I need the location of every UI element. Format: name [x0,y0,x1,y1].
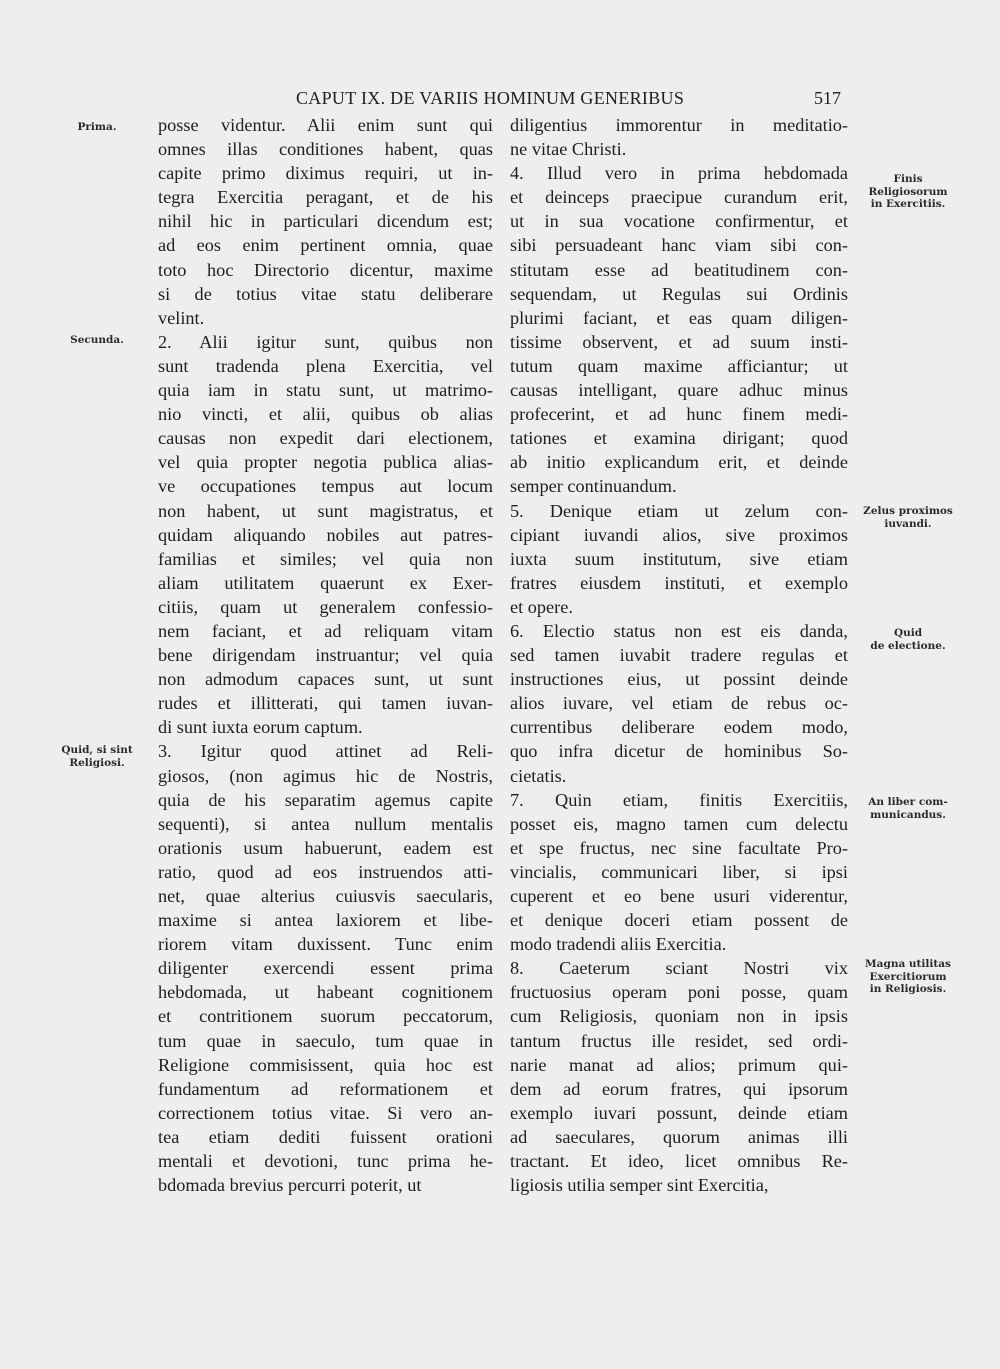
text-line: tationes et examina dirigant; quod [510,428,848,449]
margin-note-liber [853,796,963,821]
text-line: diligentius immorentur in meditatio- [510,115,848,135]
text-line: 8. Caeterum sciant Nostri vix [510,958,848,979]
margin-note-religiosi [50,744,144,769]
text-line: tantum fructus ille residet, sed ordi- [510,1030,848,1051]
margin-note-line: Religiosi. [69,756,125,769]
text-line: familias et similes; vel quia non [158,548,493,569]
text-line: profecerint, et ad hunc finem medi- [510,404,848,425]
margin-note-line: de electione. [870,639,946,652]
text-line: ad saeculares, quorum animas illi [510,1126,848,1147]
margin-note-line: Secunda. [70,334,124,346]
right-text-column [510,113,848,1197]
text-line: quia iam in statu sunt, ut matrimo- [158,380,493,401]
text-line: velint. [158,307,205,328]
text-line: 3. Igitur quod attinet ad Reli- [158,741,493,762]
text-line: ut in sua vocatione confirmentur, et [510,211,848,232]
text-line: Religione commisissent, quia hoc est [158,1054,493,1075]
text-line: et denique doceri etiam possent de [510,910,848,931]
text-line: dem ad eorum fratres, qui ipsorum [510,1078,848,1099]
text-line: nio vincti, et alii, quibus ob alias [158,404,493,425]
text-line: fructuosius operam poni posse, quam [510,982,848,1003]
margin-note-line: Zelus proximos [863,505,953,517]
text-line: tutum quam maxime afficiantur; ut [510,355,848,376]
text-line: 4. Illud vero in prima hebdomada [510,163,848,184]
text-line: tum quae in saeculo, tum quae in [158,1030,493,1051]
text-line: et opere. [510,596,573,617]
text-line: tractant. Et ideo, licet omnibus Re- [510,1151,848,1172]
text-line: bene dirigendam instruantur; vel quia [158,645,493,666]
text-line: et contritionem suorum peccatorum, [158,1006,493,1027]
text-line: nihil hic in particulari dicendum est; [158,211,493,232]
text-line: citiis, quam ut generalem confessio- [158,596,493,617]
text-line: non habent, ut sunt magistratus, et [158,500,493,521]
text-line: plurimi faciant, et eas quam diligen- [510,307,848,328]
text-line: sequenti), si antea nullum mentalis [158,813,493,834]
text-line: cuperent et eo bene usuri viderentur, [510,886,848,906]
text-line: ligiosis utilia semper sint Exercitia, [510,1175,769,1196]
text-line: 2. Alii igitur sunt, quibus non [158,331,493,352]
text-line: vel quia propter negotia publica alias- [158,452,493,473]
text-line: sequendam, ut Regulas sui Ordinis [510,283,848,304]
text-line: vincialis, communicari liber, si ipsi [510,861,848,882]
text-line: giosos, (non agimus hic de Nostris, [158,765,493,786]
margin-note-prima [60,121,134,134]
text-line: currentibus deliberare eodem modo, [510,717,848,738]
text-line: sibi persuadeant hanc viam sibi con- [510,235,848,256]
text-line: semper continuandum. [510,476,677,497]
text-line: modo tradendi aliis Exercitia. [510,934,727,955]
text-line: correctionem totius vitae. Si vero an- [158,1102,493,1123]
margin-note-line: An liber com- [868,796,948,808]
margin-note-line: municandus. [870,808,946,821]
text-line: bdomada brevius percurri poterit, ut [158,1175,422,1196]
margin-note-line: Prima. [77,121,117,133]
text-line: iuxta suum institutum, sive etiam [510,548,848,569]
margin-note-line: Finis [893,173,923,185]
left-text-column [158,113,493,1197]
margin-note-secunda [60,334,134,347]
margin-note-line: Quid [893,627,923,639]
text-line: 6. Electio status non est eis danda, [510,620,848,641]
margin-note-utilitas [853,958,963,996]
text-line: et spe fructus, nec sine facultate Pro- [510,837,848,858]
text-line: fratres eiusdem instituti, et exemplo [510,572,848,593]
text-line: ne vitae Christi. [510,139,627,160]
text-line: tea etiam dediti fuissent orationi [158,1126,493,1147]
text-line: quo infra dicetur de hominibus So- [510,741,848,762]
margin-note-zelus [853,505,963,530]
text-line: net, quae alterius cuiusvis saecularis, [158,886,493,906]
text-line: toto hoc Directorio dicentur, maxime [158,259,493,280]
text-line: stitutam esse ad beatitudinem con- [510,259,848,280]
margin-note-line: Quid, si sint [61,744,133,756]
margin-note-electione [858,627,958,652]
text-line: si de totius vitae statu deliberare [158,283,493,304]
text-line: ratio, quod ad eos instruendos atti- [158,861,493,882]
margin-note-line: in Religiosis. [869,983,947,995]
text-line: ve occupationes tempus aut locum [158,476,493,497]
margin-note-line: Religiosorum [868,185,948,198]
text-line: mentali et devotioni, tunc prima he- [158,1151,493,1172]
text-line: riorem vitam duxissent. Tunc enim [158,934,493,955]
text-line: quidam aliquando nobiles aut patres- [158,524,493,545]
text-line: instructiones eius, ut possint deinde [510,669,848,690]
text-line: cum Religiosis, quoniam non in ipsis [510,1006,848,1027]
text-line: fundamentum ad reformationem et [158,1078,493,1099]
margin-note-finis [858,173,958,211]
text-line: exemplo iuvari possunt, deinde etiam [510,1102,848,1123]
text-line: sed tamen iuvabit tradere regulas et [510,645,848,666]
text-line: 7. Quin etiam, finitis Exercitiis, [510,789,848,810]
text-line: posset eis, magno tamen cum delectu [510,813,848,834]
margin-note-line: in Exercitiis. [870,198,946,210]
text-line: alios iuvare, vel etiam de rebus oc- [510,693,848,714]
text-line: diligenter exercendi essent prima [158,958,493,979]
running-title: CAPUT IX. DE VARIIS HOMINUM GENERIBUS [296,88,685,108]
text-line: ab initio explicandum erit, et deinde [510,452,848,473]
text-line: cietatis. [510,765,567,786]
text-line: di sunt iuxta eorum captum. [158,717,363,738]
margin-note-line: Exercitiorum [869,970,947,983]
text-line: capite primo diximus requiri, ut in- [158,163,493,184]
text-line: causas non expedit dari electionem, [158,428,493,449]
text-line: rudes et illitterati, qui tamen iuvan- [158,693,493,714]
text-line: orationis usum habuerunt, eadem est [158,837,493,858]
text-line: posse videntur. Alii enim sunt qui [158,115,493,135]
text-line: non admodum capaces sunt, ut sunt [158,669,493,690]
text-line: causas intelligant, quare adhuc minus [510,380,848,401]
text-line: omnes illas conditiones habent, quas [158,139,493,160]
page-number: 517 [814,88,841,108]
text-line: aliam utilitatem quaerunt ex Exer- [158,572,493,593]
text-line: maxime si antea laxiorem et libe- [158,910,493,931]
text-line: tegra Exercitia peragant, et de his [158,187,493,208]
margin-note-line: iuvandi. [884,517,932,530]
text-line: nem faciant, et ad reliquam vitam [158,620,493,641]
text-line: quia de his separatim agemus capite [158,789,493,810]
text-line: tissime observent, et ad suum insti- [510,331,848,352]
text-line: hebdomada, ut habeant cognitionem [158,982,493,1003]
margin-note-line: Magna utilitas [865,958,951,970]
text-line: ad eos enim pertinent omnia, quae [158,235,493,256]
text-line: sunt tradenda plena Exercitia, vel [158,355,493,376]
text-line: et deinceps praecipue curandum erit, [510,187,848,208]
text-line: cipiant iuvandi alios, sive proximos [510,524,848,545]
text-line: 5. Denique etiam ut zelum con- [510,500,848,521]
text-line: narie manat ad alios; primum qui- [510,1054,848,1075]
